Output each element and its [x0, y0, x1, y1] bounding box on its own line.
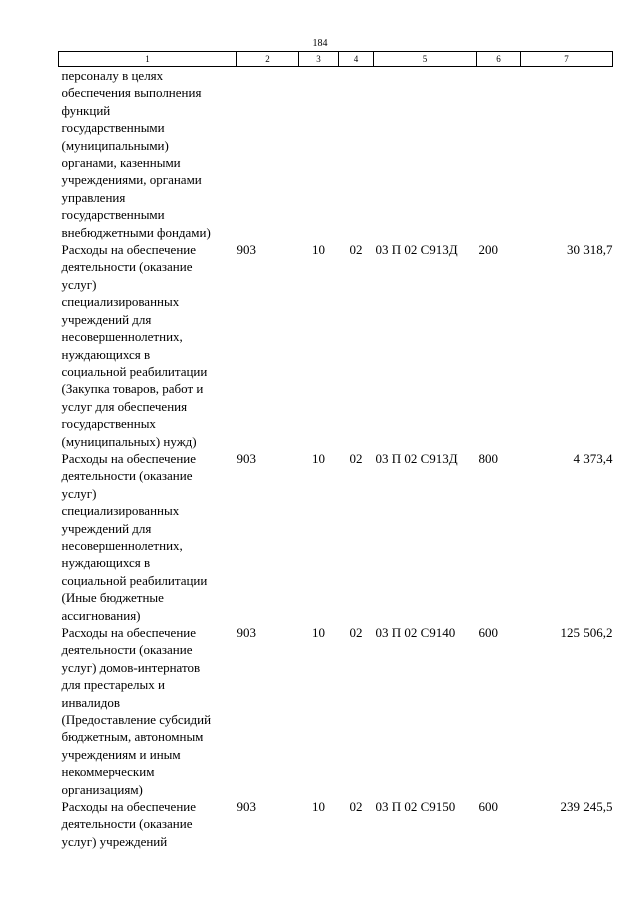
description-line: услуг) [61, 276, 97, 292]
row-subsection-code: 02 [349, 242, 363, 258]
row-description [59, 241, 237, 450]
row-target-code: 03 П 02 С9150 [375, 799, 456, 815]
row-section-code [299, 67, 339, 242]
description-line: (Иные бюджетные [61, 590, 164, 606]
table-row [59, 798, 613, 850]
table-row [59, 624, 613, 798]
row-target-code: 03 П 02 С913Д [375, 242, 458, 258]
header-col-6: 6 [477, 52, 521, 67]
row-ministry-code: 903 [236, 625, 256, 640]
table-row [59, 67, 613, 242]
row-amount: 239 245,5 [560, 799, 613, 815]
row-amount: 4 373,4 [573, 450, 613, 466]
row-description [59, 450, 237, 624]
row-target-code [374, 67, 477, 242]
description-line: персоналу в целях [61, 68, 164, 83]
header-col-7: 7 [521, 52, 613, 67]
description-line: государственными [61, 120, 165, 136]
row-subsection-code: 02 [349, 450, 363, 466]
description-line: учреждений для [61, 520, 152, 536]
description-line: Расходы на обеспечение [61, 625, 197, 640]
description-line: несовершеннолетних, [61, 329, 183, 345]
description-line: Расходы на обеспечение [61, 450, 197, 466]
row-description [59, 67, 237, 242]
description-line: деятельности (оказание [61, 259, 193, 275]
description-line: услуг) [61, 485, 97, 501]
row-section-code: 10 [312, 625, 325, 640]
row-amount [521, 67, 613, 242]
description-line: нуждающихся в [61, 346, 151, 362]
row-amount: 30 318,7 [567, 242, 613, 258]
description-line: учреждениями, органами [61, 172, 202, 188]
header-col-5: 5 [374, 52, 477, 67]
row-description [59, 624, 237, 798]
description-line: услуг) домов-интернатов [61, 659, 201, 675]
row-target-code: 03 П 02 С9140 [375, 625, 456, 640]
description-line: специализированных [61, 503, 180, 519]
description-line: некоммерческим [61, 764, 155, 780]
row-target-code: 03 П 02 С913Д [375, 450, 458, 466]
description-line: нуждающихся в [61, 555, 151, 571]
description-line: деятельности (оказание [61, 816, 193, 832]
description-line: внебюджетными фондами) [61, 224, 211, 240]
row-subsection-code: 02 [349, 799, 363, 815]
budget-table [58, 51, 613, 850]
description-line: услуг для обеспечения [61, 398, 188, 414]
row-expense-type-code: 600 [478, 625, 498, 640]
row-expense-type-code: 800 [478, 450, 498, 466]
row-section-code: 10 [312, 799, 325, 815]
description-line: (Закупка товаров, работ и [61, 381, 204, 397]
description-line: социальной реабилитации [61, 363, 208, 379]
description-line: государственными [61, 207, 165, 223]
header-row [59, 52, 613, 67]
description-line: деятельности (оказание [61, 468, 193, 484]
description-line: (Предоставление субсидий [61, 712, 212, 728]
description-line: (муниципальными) [61, 137, 169, 153]
description-line: ассигнования) [61, 607, 141, 623]
description-line: учреждениям и иным [61, 746, 181, 762]
description-line: инвалидов [61, 694, 120, 710]
row-section-code: 10 [312, 450, 325, 466]
description-line: для престарелых и [61, 677, 165, 693]
row-section-code: 10 [312, 242, 325, 258]
description-line: деятельности (оказание [61, 642, 193, 658]
description-line: бюджетным, автономным [61, 729, 204, 745]
page-number: 184 [312, 38, 328, 49]
description-line: Расходы на обеспечение [61, 242, 197, 258]
header-col-4: 4 [339, 52, 374, 67]
description-line: услуг) учреждений [61, 833, 168, 849]
description-line: государственных [61, 416, 156, 432]
header-col-2: 2 [237, 52, 299, 67]
row-ministry-code: 903 [236, 242, 256, 258]
row-ministry-code: 903 [236, 450, 256, 466]
row-subsection-code [339, 67, 374, 242]
description-line: Расходы на обеспечение [61, 799, 197, 815]
row-ministry-code: 903 [236, 799, 256, 815]
description-line: несовершеннолетних, [61, 537, 183, 553]
description-line: учреждений для [61, 311, 152, 327]
header-col-3: 3 [299, 52, 339, 67]
row-expense-type-code: 600 [478, 799, 498, 815]
description-line: социальной реабилитации [61, 572, 208, 588]
row-amount: 125 506,2 [560, 625, 613, 640]
description-line: управления [61, 189, 126, 205]
description-line: специализированных [61, 294, 180, 310]
table-row [59, 241, 613, 450]
row-subsection-code: 02 [349, 625, 363, 640]
row-expense-type-code [477, 67, 521, 242]
table-header [59, 52, 613, 67]
row-ministry-code [237, 67, 299, 242]
description-line: обеспечения выполнения [61, 85, 202, 101]
header-col-1: 1 [59, 52, 237, 67]
table-body [59, 67, 613, 851]
row-description [59, 798, 237, 850]
description-line: организациям) [61, 781, 143, 797]
row-expense-type-code: 200 [478, 242, 498, 258]
description-line: органами, казенными [61, 155, 181, 171]
table-row [59, 450, 613, 624]
description-line: функций [61, 102, 111, 118]
description-line: (муниципальных) нужд) [61, 433, 197, 449]
